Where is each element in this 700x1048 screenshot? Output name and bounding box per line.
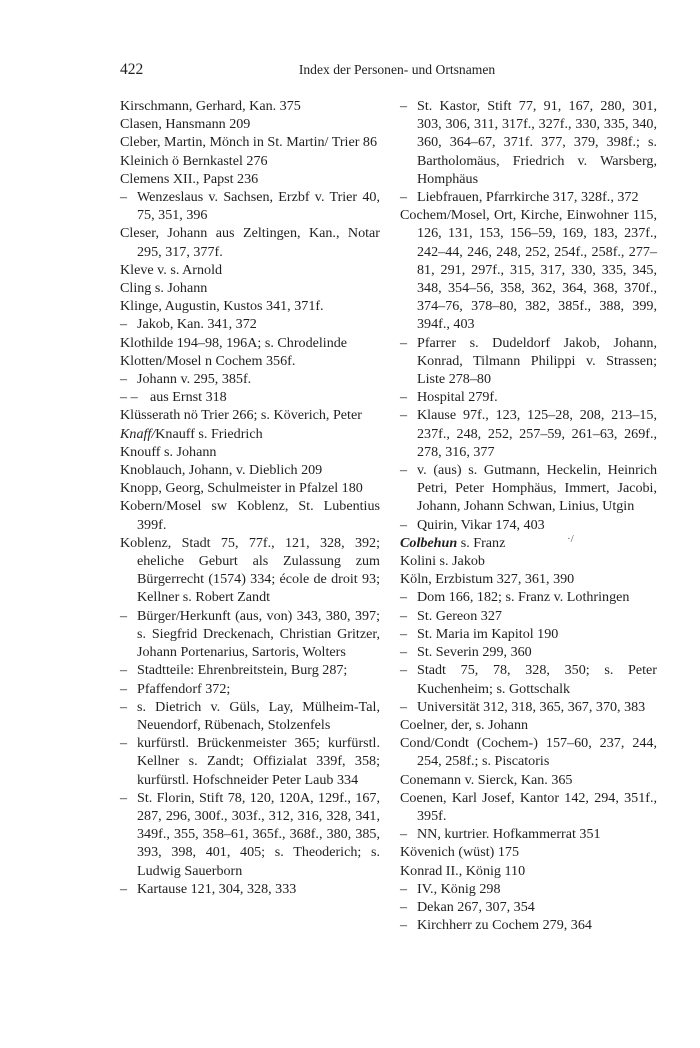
index-subentry: [120, 734, 380, 789]
index-subentry: [400, 97, 657, 188]
index-subentry: [120, 680, 380, 698]
entry-text: Jakob, Kan. 341, 372: [137, 316, 257, 333]
index-entry: [120, 443, 380, 461]
dash-marker: –: [120, 371, 128, 388]
dash-marker: –: [120, 662, 128, 679]
entry-text: Klüsserath nö Trier 266; s. Köverich, Peter: [120, 407, 362, 424]
entry-text: Köln, Erzbistum 327, 361, 390: [400, 571, 575, 588]
entry-text: Konrad II., König 110: [400, 862, 526, 879]
entry-text: St. Florin, Stift 78, 120, 120A, 129f., 167, 287, 296, 300f., 303f., 312, 316, 328, 341, 349f., 355, 358–61, 365f., 368f., 380, 385, 393, 398, 401, 405; s. Theoderich; s. Ludwig Sauerborn: [137, 789, 380, 879]
italic-term: Knaff/: [120, 425, 156, 442]
index-entry: [400, 843, 657, 861]
page-header: [120, 61, 660, 83]
entry-text: Dekan 267, 307, 354: [417, 898, 535, 915]
entry-text: Kleinich ö Bernkastel 276: [120, 152, 268, 169]
entry-text: NN, kurtrier. Hofkammerrat 351: [417, 826, 601, 843]
entry-text: Johann v. 295, 385f.: [137, 371, 252, 388]
entry-text: Kleve v. s. Arnold: [120, 261, 223, 278]
entry-text: Cochem/Mosel, Ort, Kirche, Einwohner 115, 126, 131, 153, 156–59, 169, 183, 237f., 242–44, 246, 248, 252, 254f., 258f., 277–81, 291, 297f., 315, 317, 330, 335, 345, 348, 354–56, 358, 362, 364, 368, 370f., 374–76, 378–80, 382, 385f., 388, 399, 394f., 403: [400, 207, 657, 333]
entry-text: Kövenich (wüst) 175: [400, 844, 519, 861]
entry-text: Kartause 121, 304, 328, 333: [137, 880, 297, 897]
index-subentry: [400, 661, 657, 697]
index-subentry: [400, 388, 657, 406]
index-subentry: [400, 643, 657, 661]
index-subentry: [120, 789, 380, 880]
index-entry: [400, 552, 657, 570]
entry-text: Stadtteile: Ehrenbreitstein, Burg 287;: [137, 662, 348, 679]
dash-marker: –: [400, 898, 408, 915]
index-entry: [120, 261, 380, 279]
entry-text: Pfarrer s. Dudeldorf Jakob, Johann, Konrad, Tilmann Philippi v. Strassen; Liste 278–80: [417, 334, 657, 388]
entry-text: Cleber, Martin, Mönch in St. Martin/ Trier 86: [120, 134, 378, 151]
dash-marker: –: [400, 389, 408, 406]
index-entry: [120, 406, 380, 424]
dash-marker: –: [400, 407, 408, 424]
dash-marker: –: [400, 189, 408, 206]
dash-marker: –: [120, 189, 128, 206]
dash-marker: –: [400, 625, 408, 642]
entry-text: Universität 312, 318, 365, 367, 370, 383: [417, 698, 646, 715]
entry-text: Coenen, Karl Josef, Kantor 142, 294, 351f., 395f.: [400, 789, 657, 824]
index-entry: [120, 334, 380, 352]
index-subentry: [120, 607, 380, 662]
index-subentry: [400, 880, 657, 898]
entry-text: Koblenz, Stadt 75, 77f., 121, 328, 392; eheliche Geburt als Zulassung zum Bürgerrecht (1574) 334; école de droit 93; Kellner s. Robert Zandt: [120, 534, 380, 606]
entry-text: Cond/Condt (Cochem-) 157–60, 237, 244, 254, 258f.; s. Piscatoris: [400, 735, 657, 770]
index-column-right: [400, 97, 657, 934]
entry-text: Conemann v. Sierck, Kan. 365: [400, 771, 573, 788]
dash-marker: –: [400, 662, 408, 679]
entry-text: s. Dietrich v. Güls, Lay, Mülheim-Tal, Neuendorf, Rübenach, Stolzenfels: [137, 698, 380, 733]
index-entry: [120, 497, 380, 533]
index-subentry: [400, 588, 657, 606]
dash-marker: –: [400, 516, 408, 533]
dash-marker: –: [400, 644, 408, 661]
index-entry: [120, 479, 380, 497]
entry-text: St. Severin 299, 360: [417, 644, 532, 661]
entry-text: v. (aus) s. Gutmann, Heckelin, Heinrich Petri, Peter Homphäus, Immert, Jacobi, Johann, Johann Schwan, Linius, Utgin: [417, 462, 657, 515]
entry-text: Knauff s. Friedrich: [155, 425, 263, 442]
entry-text: Klothilde 194–98, 196A; s. Chrodelinde: [120, 334, 348, 351]
entry-text: Wenzeslaus v. Sachsen, Erzbf v. Trier 40, 75, 351, 396: [137, 189, 380, 224]
dash-marker: –: [400, 698, 408, 715]
dash-marker: –: [120, 789, 128, 806]
entry-text: Liebfrauen, Pfarrkirche 317, 328f., 372: [417, 189, 639, 206]
entry-text: Kirchherr zu Cochem 279, 364: [417, 917, 592, 934]
dash-marker: – –: [120, 389, 138, 406]
dash-marker: –: [400, 462, 408, 479]
index-entry: [400, 716, 657, 734]
index-entry: [400, 862, 657, 880]
dash-marker: –: [400, 826, 408, 843]
index-column-left: [120, 97, 380, 898]
index-subentry: [120, 698, 380, 734]
entry-text: Cling s. Johann: [120, 280, 208, 297]
index-subentry: [120, 388, 380, 406]
index-entry: [120, 425, 380, 443]
entry-text: aus Ernst 318: [150, 389, 227, 406]
running-title: Index der Personen- und Ortsnamen: [298, 62, 496, 77]
dash-marker: –: [120, 680, 128, 697]
index-subentry: [400, 825, 657, 843]
index-subentry: [120, 188, 380, 224]
entry-text: Knopp, Georg, Schulmeister in Pfalzel 180: [120, 480, 363, 497]
index-entry: [400, 734, 657, 770]
entry-text: Dom 166, 182; s. Franz v. Lothringen: [417, 589, 630, 606]
index-entry: [120, 152, 380, 170]
index-entry: [120, 224, 380, 260]
index-entry: [120, 115, 380, 133]
index-entry: [400, 789, 657, 825]
entry-text: Quirin, Vikar 174, 403: [417, 516, 545, 533]
dash-marker: –: [120, 880, 128, 897]
index-entry: [120, 297, 380, 315]
entry-text: Hospital 279f.: [417, 389, 498, 406]
index-entry: [400, 534, 657, 552]
index-entry: [400, 570, 657, 588]
index-subentry: [400, 698, 657, 716]
index-subentry: [400, 461, 657, 516]
entry-text: Clasen, Hansmann 209: [120, 116, 251, 133]
index-subentry: [400, 607, 657, 625]
index-subentry: [120, 880, 380, 898]
entry-text: Klause 97f., 123, 125–28, 208, 213–15, 237f., 248, 252, 257–59, 261–63, 269f., 278, 316, 377: [417, 407, 657, 460]
dash-marker: –: [120, 607, 128, 624]
entry-text: Kolini s. Jakob: [400, 553, 485, 570]
dash-marker: –: [120, 698, 128, 715]
entry-text: Coelner, der, s. Johann: [400, 716, 529, 733]
entry-text: kurfürstl. Brückenmeister 365; kurfürstl. Kellner s. Zandt; Offizialat 339f, 358; kurfürstl. Hofschneider Peter Laub 334: [137, 735, 380, 788]
dash-marker: –: [400, 98, 408, 114]
entry-text: St. Gereon 327: [417, 607, 502, 624]
index-entry: [120, 133, 380, 151]
index-entry: [120, 461, 380, 479]
italic-term: Colbehun: [400, 534, 458, 551]
index-subentry: [400, 916, 657, 934]
index-subentry: [400, 625, 657, 643]
index-subentry: [400, 334, 657, 389]
dash-marker: –: [400, 607, 408, 624]
entry-text: Kobern/Mosel sw Koblenz, St. Lubentius 399f.: [120, 498, 380, 533]
entry-text: Knouff s. Johann: [120, 443, 217, 460]
index-subentry: [120, 315, 380, 333]
index-entry: [400, 206, 657, 333]
entry-text: St. Kastor, Stift 77, 91, 167, 280, 301, 303, 306, 311, 317f., 327f., 330, 335, 340, 360, 364–67, 371f. 377, 379, 398f.; s. Bartholomäus, Friedrich v. Warsberg, Homphäus: [417, 98, 657, 187]
index-subentry: [400, 406, 657, 461]
dash-marker: –: [120, 316, 128, 333]
dash-marker: –: [120, 735, 128, 752]
entry-text: Pfaffendorf 372;: [137, 680, 231, 697]
entry-text: Cleser, Johann aus Zeltingen, Kan., Notar 295, 317, 377f.: [120, 225, 380, 260]
index-subentry: [400, 516, 657, 534]
index-subentry: [400, 898, 657, 916]
dash-marker: –: [400, 589, 408, 606]
dash-marker: –: [400, 880, 408, 897]
index-entry: [120, 279, 380, 297]
entry-text: Bürger/Herkunft (aus, von) 343, 380, 397; s. Siegfrid Dreckenach, Christian Gritzer, Johann Portenarius, Sartoris, Wolters: [137, 607, 380, 661]
page-number: 422: [120, 61, 144, 78]
entry-text: St. Maria im Kapitol 190: [417, 625, 559, 642]
index-entry: [400, 771, 657, 789]
dash-marker: –: [400, 334, 408, 351]
index-entry: [120, 170, 380, 188]
entry-text: Klotten/Mosel n Cochem 356f.: [120, 352, 296, 369]
index-subentry: [120, 661, 380, 679]
entry-text: Stadt 75, 78, 328, 350; s. Peter Kuchenheim; s. Gottschalk: [417, 662, 657, 697]
entry-text: Knoblauch, Johann, v. Dieblich 209: [120, 462, 323, 479]
entry-text: IV., König 298: [417, 880, 501, 897]
stray-mark: ·/: [567, 533, 574, 545]
entry-text: Klinge, Augustin, Kustos 341, 371f.: [120, 298, 324, 315]
index-subentry: [120, 370, 380, 388]
dash-marker: –: [400, 917, 408, 934]
index-entry: [120, 97, 380, 115]
index-entry: [120, 534, 380, 607]
entry-text: Kirschmann, Gerhard, Kan. 375: [120, 98, 301, 114]
entry-text: s. Franz: [457, 534, 506, 551]
index-entry: [120, 352, 380, 370]
entry-text: Clemens XII., Papst 236: [120, 170, 259, 187]
index-subentry: [400, 188, 657, 206]
